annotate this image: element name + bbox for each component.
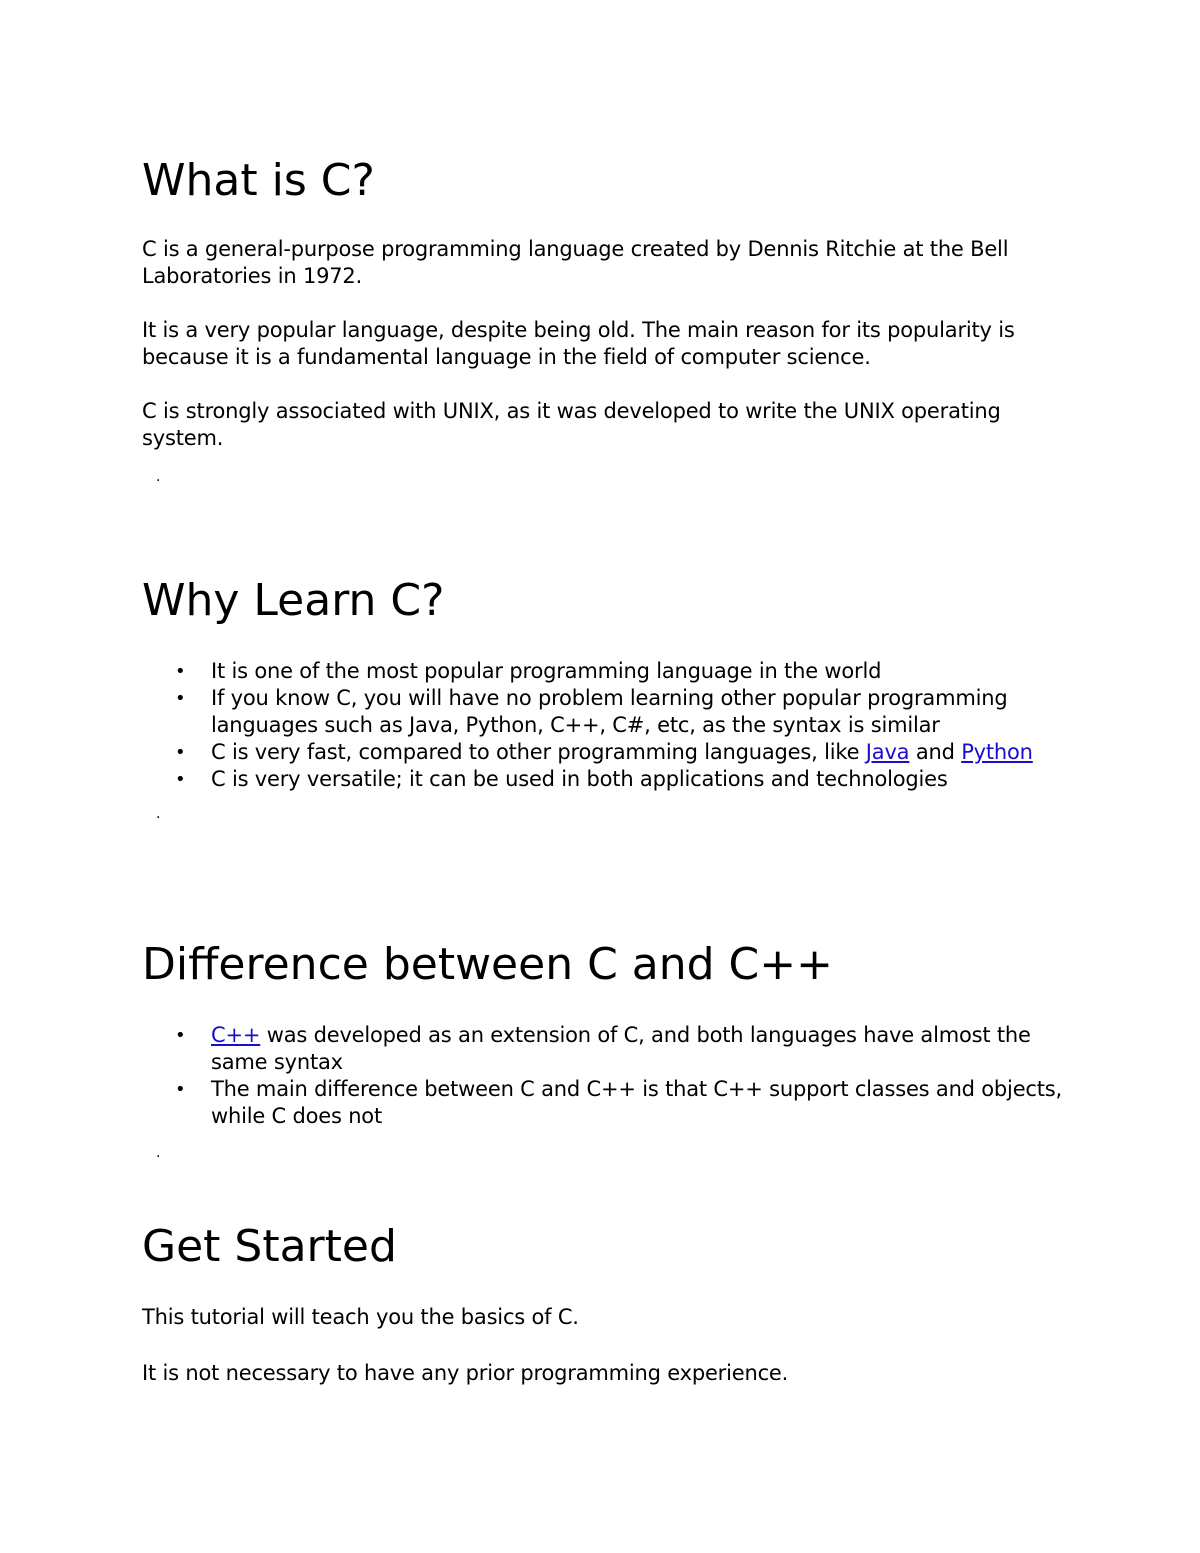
separator-dot: . bbox=[156, 469, 161, 485]
list-item bbox=[142, 685, 1062, 739]
list-item bbox=[142, 1022, 1062, 1076]
list-item-text: The main difference between C and C++ is that C++ support classes and objects, while C does not bbox=[211, 1077, 1063, 1128]
section-difference-c-cpp bbox=[142, 934, 1062, 1160]
list-item-text: was developed as an extension of C, and both languages have almost the same syntax bbox=[211, 1023, 1031, 1074]
java-link[interactable]: Java bbox=[865, 740, 910, 764]
bullet-icon: • bbox=[175, 688, 186, 709]
list-item bbox=[142, 739, 1062, 766]
section-heading: Difference between C and C++ bbox=[142, 939, 834, 990]
section-get-started bbox=[142, 1216, 1062, 1387]
list-item bbox=[142, 658, 1062, 685]
python-link[interactable]: Python bbox=[961, 740, 1033, 764]
list-item-text: C is very versatile; it can be used in both applications and technologies bbox=[211, 767, 948, 791]
bullet-list bbox=[142, 1022, 1062, 1130]
list-item bbox=[142, 766, 1062, 793]
list-item-text: If you know C, you will have no problem learning other popular programming languages such as Java, Python, C++, C#, etc, as the syntax is similar bbox=[211, 686, 1008, 737]
bullet-icon: • bbox=[175, 769, 186, 790]
section-what-is-c bbox=[142, 150, 1062, 484]
separator-dot: . bbox=[156, 806, 161, 822]
section-heading: Why Learn C? bbox=[142, 575, 445, 626]
paragraph: This tutorial will teach you the basics of C. bbox=[142, 1305, 579, 1329]
cpp-link[interactable]: C++ bbox=[211, 1023, 261, 1047]
list-item-text: It is one of the most popular programming language in the world bbox=[211, 659, 882, 683]
separator-dot: . bbox=[156, 1145, 161, 1161]
bullet-icon: • bbox=[175, 1025, 186, 1046]
bullet-icon: • bbox=[175, 661, 186, 682]
list-item-text: and bbox=[909, 740, 962, 764]
bullet-list bbox=[142, 658, 1062, 793]
section-heading: What is C? bbox=[142, 155, 375, 206]
list-item-text: C is very fast, compared to other programming languages, like bbox=[211, 740, 866, 764]
paragraph: C is strongly associated with UNIX, as it was developed to write the UNIX operating system. bbox=[142, 399, 1001, 450]
bullet-icon: • bbox=[175, 1079, 186, 1100]
bullet-icon: • bbox=[175, 742, 186, 763]
paragraph: It is not necessary to have any prior programming experience. bbox=[142, 1361, 789, 1385]
paragraph: It is a very popular language, despite being old. The main reason for its popularity is because it is a fundamental language in the field of computer science. bbox=[142, 318, 1015, 369]
paragraph: C is a general-purpose programming language created by Dennis Ritchie at the Bell Laboratories in 1972. bbox=[142, 237, 1009, 288]
list-item bbox=[142, 1076, 1062, 1130]
section-why-learn-c bbox=[142, 570, 1062, 821]
section-heading: Get Started bbox=[142, 1221, 397, 1272]
